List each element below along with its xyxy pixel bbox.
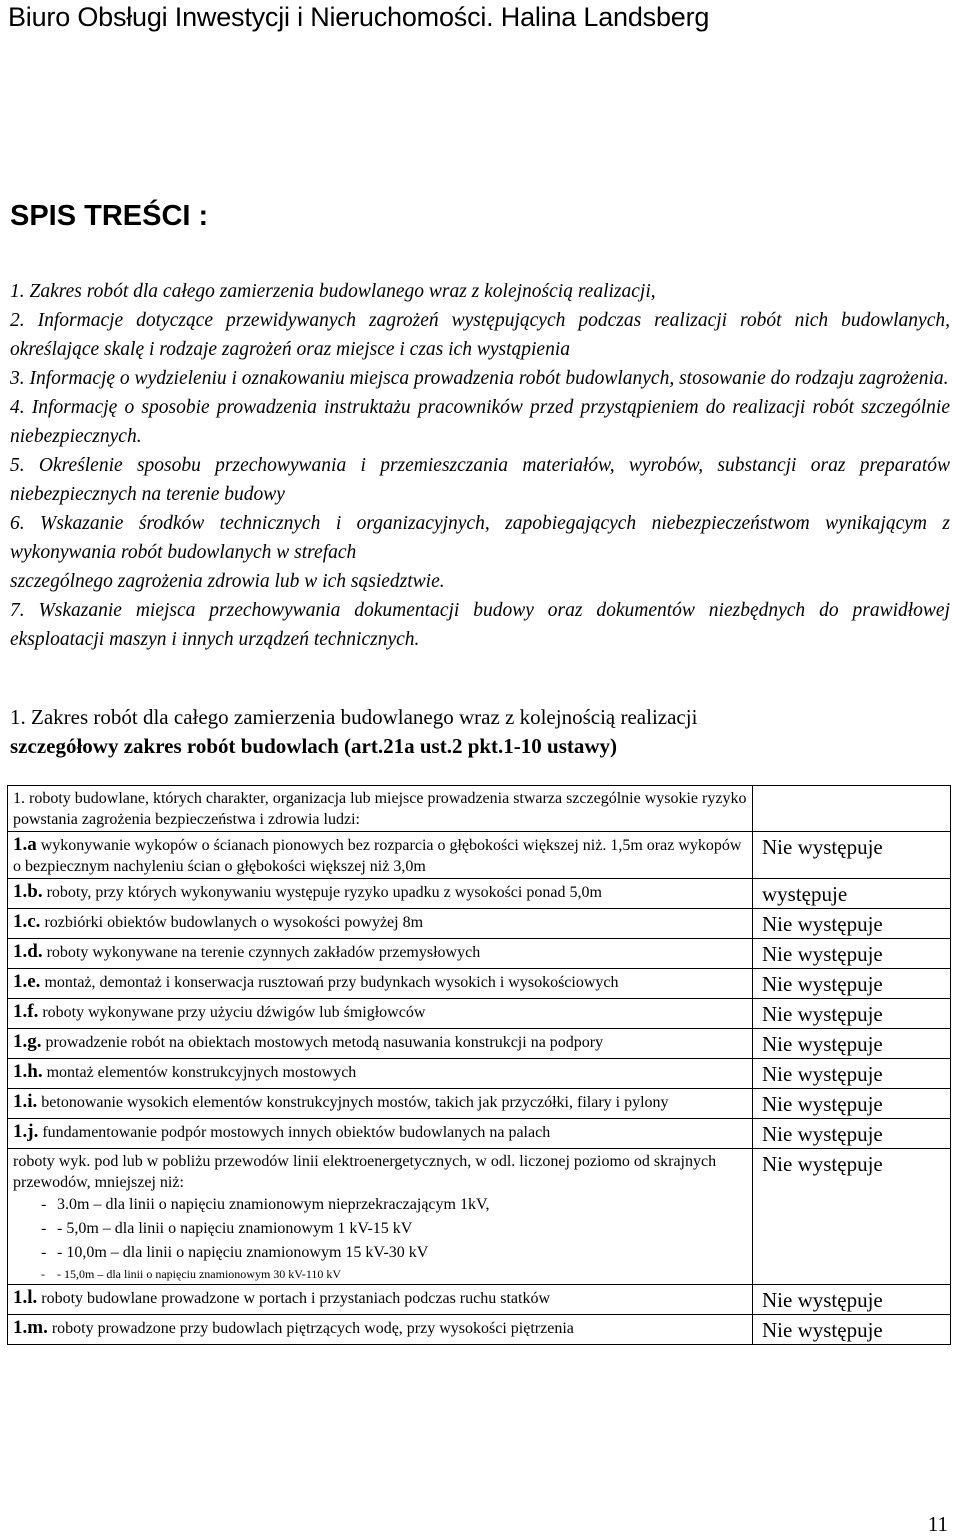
item-code: 1.g. [13,1031,42,1052]
item-text: roboty wykonywane na terenie czynnych zakładów przemysłowych [42,944,481,961]
risk-table [7,785,951,1345]
item-code: 1.m. [13,1317,48,1338]
list-item: - - 10,0m – dla linii o napięciu znamionowym 15 kV-30 kV [13,1241,747,1265]
item-text: roboty budowlane prowadzone w portach i przystaniach podczas ruchu statków [37,1290,551,1307]
description-cell [8,1285,753,1315]
table-row [8,1149,951,1285]
toc-item: 2. Informacje dotyczące przewidywanych zagrożeń występujących podczas realizacji robót nich budowlanych, określające skalę i rodzaje zagrożeń oraz miejsce i czas ich wystąpienia [10,310,950,360]
power-lines-text: roboty wyk. pod lub w pobliżu przewodów linii elektroenergetycznych, w odl. liczonej poziomo od skrajnych przewodów, mniejszej niż: [13,1153,717,1191]
description-cell [8,1315,753,1345]
table-row [8,1089,951,1119]
table-row [8,1285,951,1315]
description-cell [8,939,753,969]
table-row [8,1119,951,1149]
status-cell: Nie występuje [753,909,951,939]
list-item: - 3.0m – dla linii o napięciu znamionowym nieprzekraczającym 1kV, [13,1193,747,1217]
table-row [8,832,951,879]
item-text: rozbiórki obiektów budowlanych o wysokości powyżej 8m [40,914,424,931]
description-cell [8,1029,753,1059]
description-cell [8,909,753,939]
description-cell [8,1119,753,1149]
toc-item: 3. Informację o wydzieleniu i oznakowaniu miejsca prowadzenia robót budowlanych, stosowanie do rodzaju zagrożenia. [10,368,949,389]
item-code: 1.e. [13,971,41,992]
table-row [8,909,951,939]
item-code: 1.a [13,834,37,855]
item-text: prowadzenie robót na obiektach mostowych metodą nasuwania konstrukcji na podpory [41,1034,604,1051]
table-row [8,1315,951,1345]
item-code: 1.i. [13,1091,38,1112]
toc-item: 7. Wskazanie miejsca przechowywania dokumentacji budowy oraz dokumentów niezbędnych do prawidłowej eksploatacji maszyn i innych urządzeń technicznych. [10,600,950,650]
status-cell: Nie występuje [753,1285,951,1315]
status-cell: Nie występuje [753,1315,951,1345]
list-item: - - 15,0m – dla linii o napięciu znamionowym 30 kV-110 kV [13,1265,747,1283]
description-cell [8,879,753,909]
status-cell [753,786,951,832]
toc-item: 6. Wskazanie środków technicznych i organizacyjnych, zapobiegających niebezpieczeństwom wynikającym z wykonywania robót budowlanych w strefach [10,513,950,563]
item-text: roboty wykonywane przy użyciu dźwigów lub śmigłowców [38,1004,426,1021]
status-cell: Nie występuje [753,1089,951,1119]
status-cell: Nie występuje [753,999,951,1029]
table-row [8,999,951,1029]
item-text: montaż elementów konstrukcyjnych mostowych [42,1064,357,1081]
item-text: montaż, demontaż i konserwacja rusztowań przy budynkach wysokich i wysokościowych [40,974,619,991]
item-code: 1.l. [13,1287,38,1308]
section-subheading: szczegółowy zakres robót budowlach (art.21a ust.2 pkt.1-10 ustawy) [10,734,618,758]
table-row [8,1059,951,1089]
document-header: Biuro Obsługi Inwestycji i Nieruchomości. Halina Landsberg [8,2,710,32]
status-cell: Nie występuje [753,1119,951,1149]
list-item: - - 5,0m – dla linii o napięciu znamionowym 1 kV-15 kV [13,1217,747,1241]
item-code: 1.j. [13,1121,39,1142]
item-code: 1.h. [13,1061,43,1082]
description-cell [8,1059,753,1089]
toc-item: 5. Określenie sposobu przechowywania i przemieszczania materiałów, wyrobów, substancji oraz preparatów niebezpiecznych na terenie budowy [10,455,950,505]
toc-item: 1. Zakres robót dla całego zamierzenia budowlanego wraz z kolejnością realizacji, [10,281,656,302]
item-text: wykonywanie wykopów o ścianach pionowych bez rozparcia o głębokości większej niż. 1,5m oraz wykopów o bezpiecznym nachyleniu ścian o głębokości większej niż 3,0m [13,837,742,875]
section-heading: 1. Zakres robót dla całego zamierzenia budowlanego wraz z kolejnością realizacji [10,705,698,729]
table-intro-cell: 1. roboty budowlane, których charakter, organizacja lub miejsce prowadzenia stwarza szczególnie wysokie ryzyko powstania zagrożenia bezpieczeństwa i zdrowia ludzi: [8,786,753,832]
description-cell [8,969,753,999]
item-code: 1.b. [13,881,43,902]
table-row [8,969,951,999]
toc-item: 4. Informację o sposobie prowadzenia instruktażu pracowników przed przystąpieniem do realizacji robót szczególnie niebezpiecznych. [10,397,950,447]
section-title [10,703,950,761]
toc-title: SPIS TREŚCI : [10,200,209,232]
page-number: 11 [927,1512,948,1536]
item-text: roboty prowadzone przy budowlach piętrzących wodę, przy wysokości piętrzenia [47,1320,574,1337]
status-cell: Nie występuje [753,969,951,999]
item-code: 1.f. [13,1001,39,1022]
status-cell: Nie występuje [753,939,951,969]
status-cell: Nie występuje [753,832,951,879]
description-cell [8,999,753,1029]
table-row [8,939,951,969]
table-row [8,879,951,909]
table-row [8,786,951,832]
status-cell: Nie występuje [753,1059,951,1089]
distance-list [13,1193,747,1283]
table-row [8,1029,951,1059]
description-cell [8,832,753,879]
item-text: fundamentowanie podpór mostowych innych obiektów budowlanych na palach [38,1124,551,1141]
item-code: 1.d. [13,941,43,962]
toc-item: szczególnego zagrożenia zdrowia lub w ich sąsiedztwie. [10,571,445,592]
table-of-contents [10,277,950,654]
status-cell: Nie występuje [753,1029,951,1059]
status-cell: występuje [753,879,951,909]
item-code: 1.c. [13,911,41,932]
item-text: roboty, przy których wykonywaniu występuje ryzyko upadku z wysokości ponad 5,0m [42,884,602,901]
status-cell: Nie występuje [753,1149,951,1285]
item-text: betonowanie wysokich elementów konstrukcyjnych mostów, takich jak przyczółki, filary i pylony [37,1094,669,1111]
description-cell [8,1089,753,1119]
description-cell [8,1149,753,1285]
